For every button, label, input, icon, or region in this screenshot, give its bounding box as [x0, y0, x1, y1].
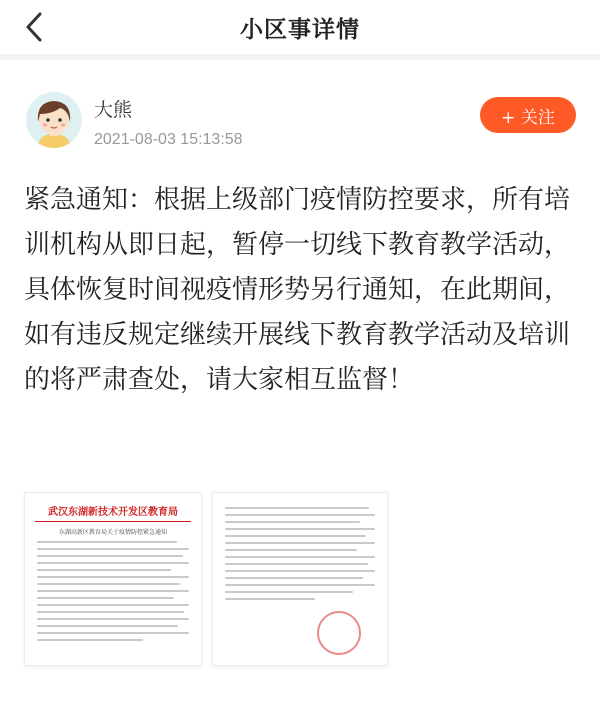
document-red-line [35, 521, 191, 522]
nav-divider [0, 54, 600, 60]
attachment-image-1[interactable] [24, 492, 202, 666]
author-name[interactable]: 大熊 [94, 99, 133, 121]
follow-button[interactable]: + 关注 [480, 97, 576, 133]
document-header: 武汉东湖新技术开发区教育局 [48, 507, 178, 518]
cartoon-girl-avatar-icon [26, 92, 82, 148]
author-avatar[interactable] [26, 92, 82, 148]
page-title: 小区事详情 [240, 17, 360, 43]
official-seal-icon [317, 611, 361, 655]
document-text-lines [37, 541, 189, 646]
post-timestamp: 2021-08-03 15:13:58 [94, 131, 243, 148]
document-subtitle: 东湖高新区教育局关于疫情防控紧急通知 [58, 529, 167, 536]
attachment-image-2[interactable] [212, 492, 388, 666]
document-text-lines [225, 507, 375, 605]
post-content: 紧急通知：根据上级部门疫情防控要求，所有培训机构从即日起，暂停一切线下教育教学活动，具体恢复时间视疫情形势另行通知，在此期间，如有违反规定继续开展线下教育教学活动及培训的将严肃查处，请大家相互监督！ [24, 185, 571, 395]
top-nav-bar [0, 0, 600, 54]
